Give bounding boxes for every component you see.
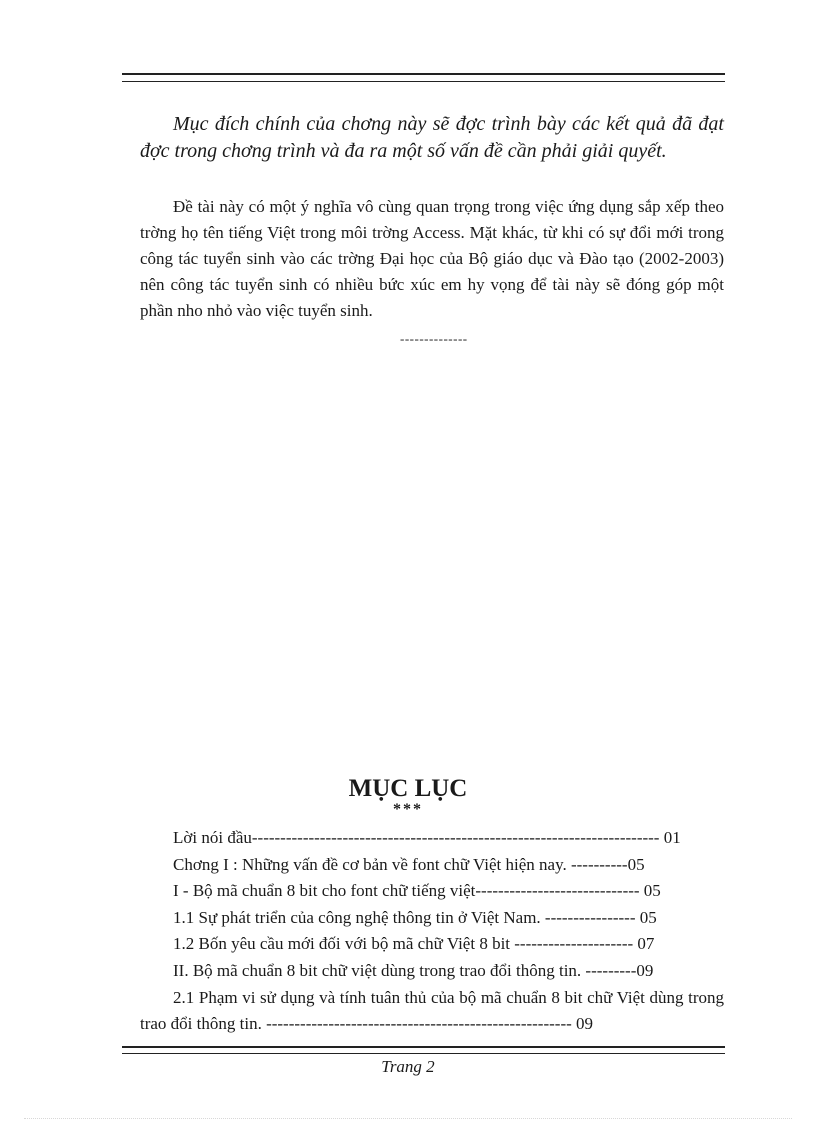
section-separator: --------------: [400, 331, 468, 346]
toc-entry: I - Bộ mã chuẩn 8 bit cho font chữ tiếng việt----------------------------- 05: [173, 881, 661, 901]
page-number: Trang 2: [381, 1057, 435, 1076]
toc-entry: 1.2 Bốn yêu cầu mới đối với bộ mã chữ Việt 8 bit --------------------- 07: [173, 934, 655, 954]
toc-title: MỤC LỤC: [348, 775, 468, 802]
toc-entry: 1.1 Sự phát triển của công nghệ thông tin ở Việt Nam. ---------------- 05: [173, 907, 657, 927]
intro-paragraph: Đề tài này có một ý nghĩa vô cùng quan trọng trong việc ứng dụng sắp xếp theo trờng họ tên tiếng Việt trong môi trờng Access. Mặt khác, từ khi có sự đổi mới trong công tác tuyển sinh vào các trờng Đại học của Bộ giáo dục và Đào tạo (2002-2003) nên công tác tuyển sinh có nhiều bức xúc em hy vọng để tài này sẽ đóng góp một phần nho nhỏ vào việc tuyển sinh.: [140, 197, 724, 320]
toc-entry: 2.1 Phạm vi sử dụng và tính tuân thủ của bộ mã chuẩn 8 bit chữ Việt dùng trong trao đổi thông tin. ------------------------------------------------------ 09: [140, 987, 724, 1034]
header-double-rule: [122, 73, 725, 82]
footer-double-rule: [122, 1046, 725, 1054]
toc-entry: Chơng I : Những vấn đề cơ bản về font chữ Việt hiện nay. ----------05: [173, 854, 645, 874]
toc-stars: ***: [393, 801, 423, 818]
toc-entry: Lời nói đầu------------------------------------------------------------------------ 01: [173, 828, 681, 847]
intro-italic-paragraph: Mục đích chính của chơng này sẽ đợc trình bày các kết quả đã đạt đợc trong chơng trình và đa ra một số vấn đề cần phải giải quyết.: [140, 113, 724, 162]
page-edge-divider: [24, 1118, 792, 1119]
table-of-contents: [140, 825, 724, 1038]
toc-entry: II. Bộ mã chuẩn 8 bit chữ việt dùng trong trao đổi thông tin. ---------09: [173, 960, 654, 980]
